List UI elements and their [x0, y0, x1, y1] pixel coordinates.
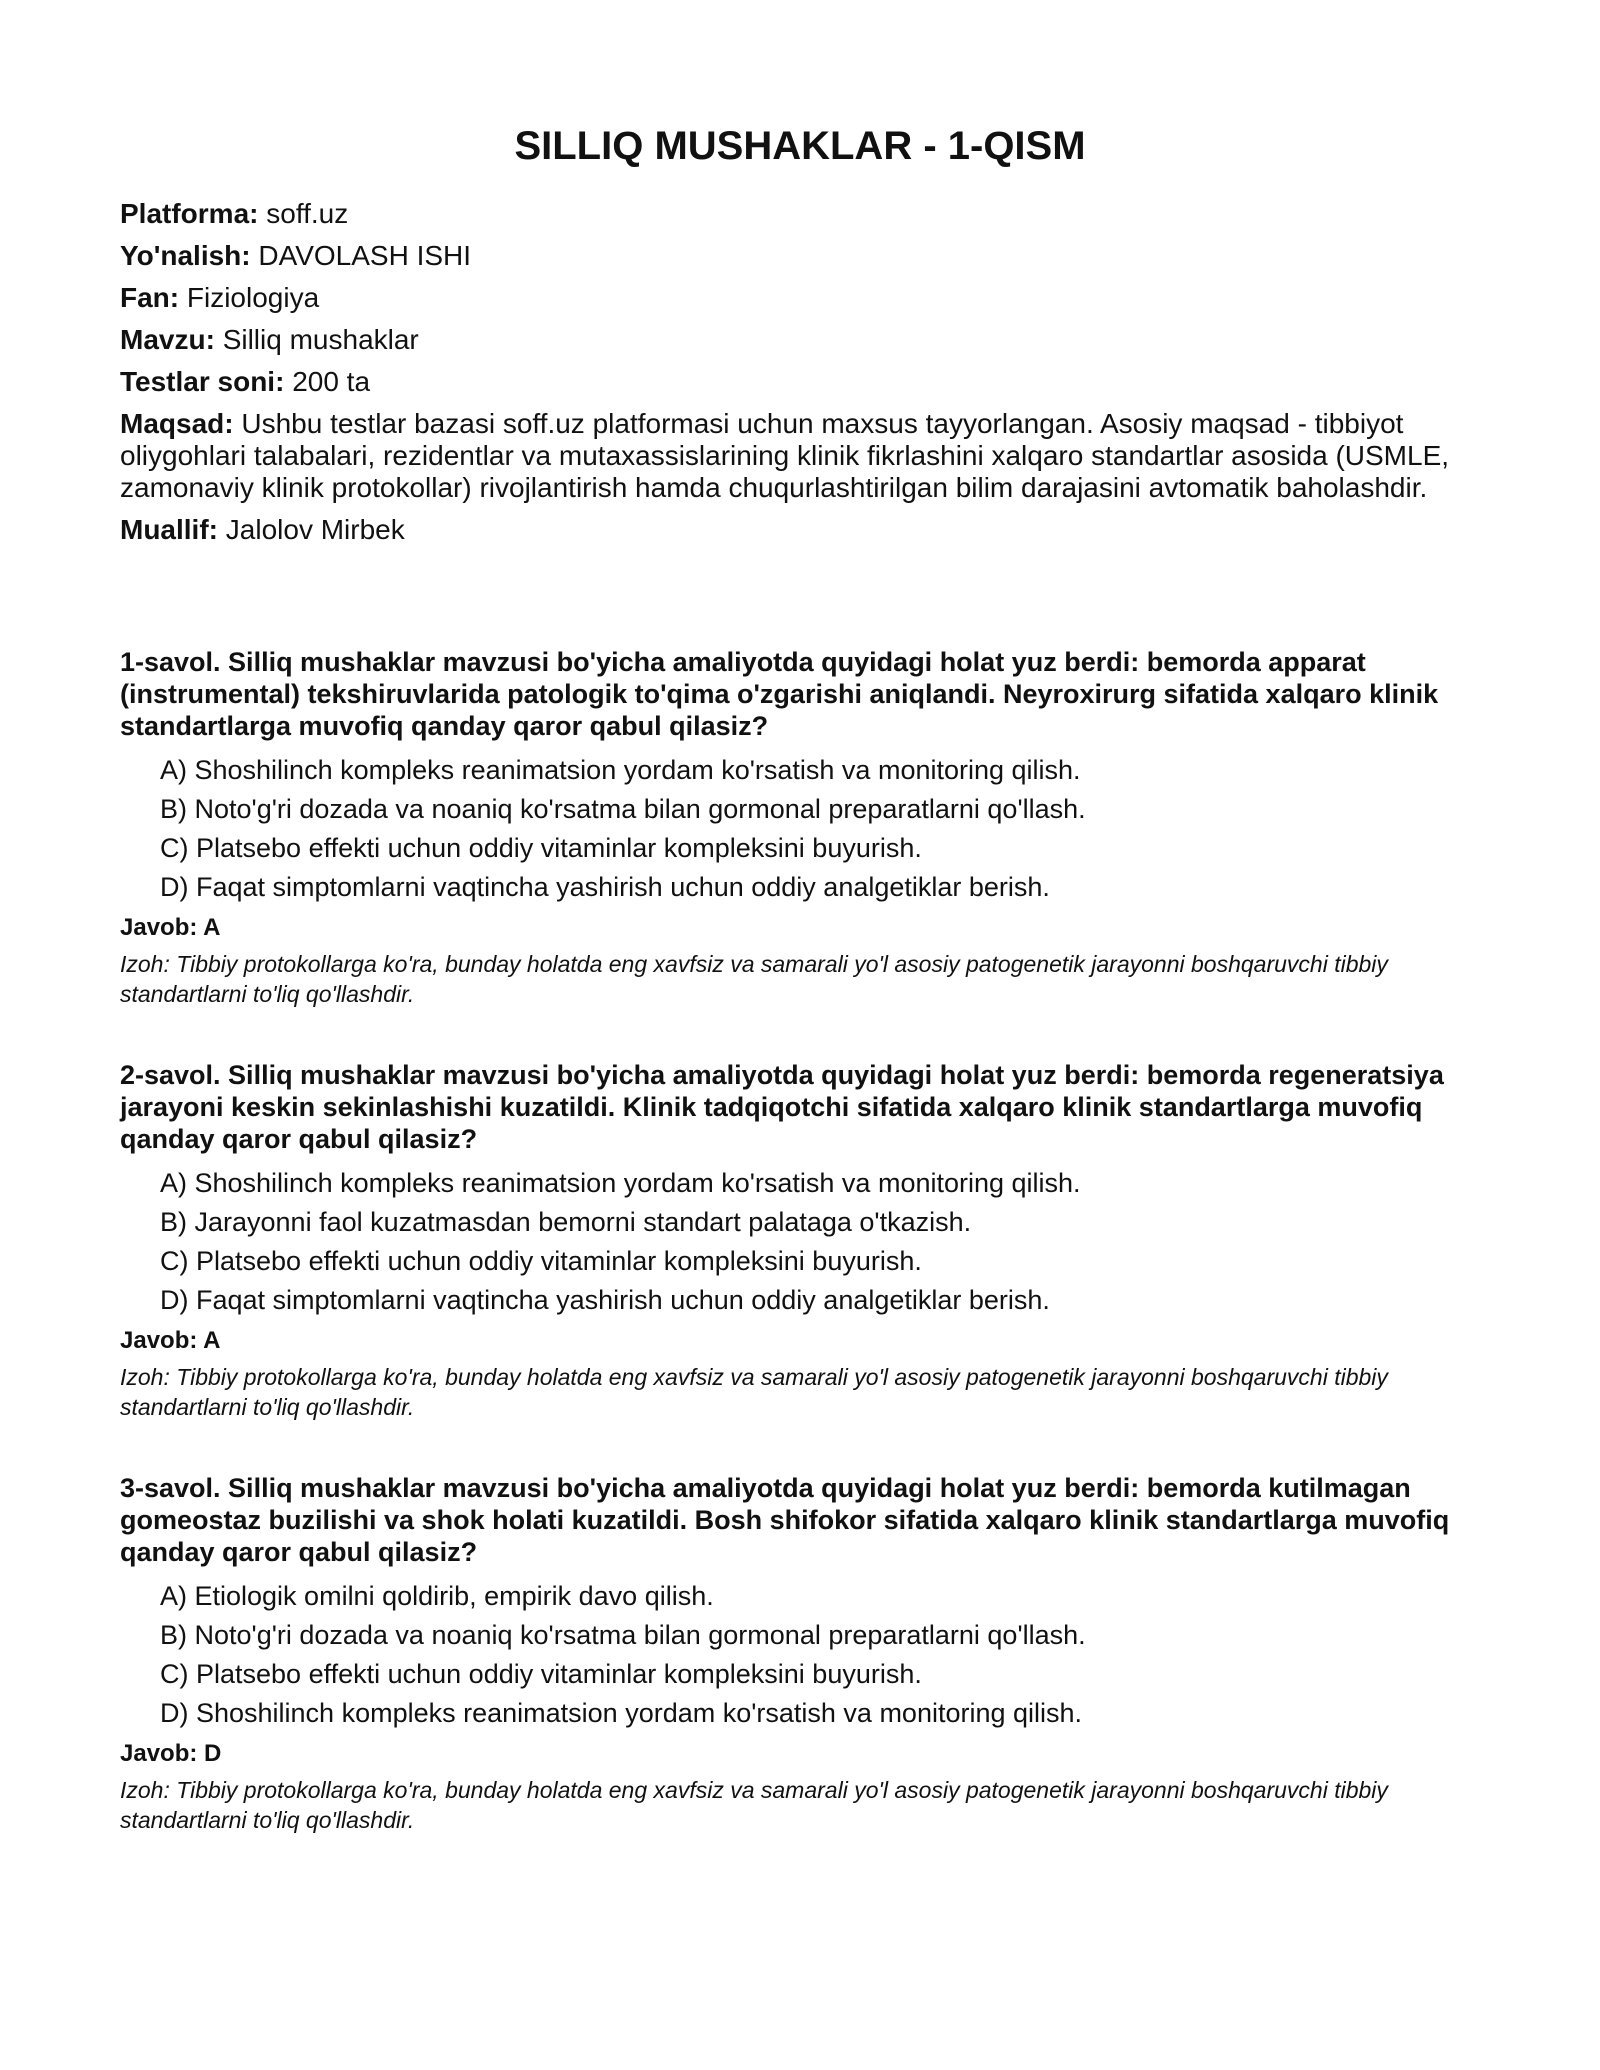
- option-d: D) Faqat simptomlarni vaqtincha yashirish uchun oddiy analgetiklar berish.: [160, 872, 1050, 902]
- option-list: [120, 1167, 1480, 1316]
- meta-purpose: [120, 408, 1480, 504]
- meta-value: Silliq mushaklar: [222, 324, 419, 355]
- answer-label: Javob: A: [120, 1327, 221, 1354]
- meta-value: Jalolov Mirbek: [225, 514, 405, 545]
- meta-value: Fiziologiya: [186, 282, 320, 313]
- meta-subject: [120, 282, 1480, 314]
- answer-label: Javob: A: [120, 914, 221, 941]
- option-b: B) Noto'g'ri dozada va noaniq ko'rsatma bilan gormonal preparatlarni qo'llash.: [160, 794, 1086, 824]
- meta-label: Testlar soni:: [120, 366, 285, 397]
- option-c: C) Platsebo effekti uchun oddiy vitaminlar kompleksini buyurish.: [160, 1659, 922, 1689]
- meta-value: 200 ta: [292, 366, 371, 397]
- section-spacer: [120, 556, 1480, 646]
- question-text: 2-savol. Silliq mushaklar mavzusi bo'yicha amaliyotda quyidagi holat yuz berdi: bemorda regeneratsiya jarayoni keskin sekinlashishi kuzatildi. Klinik tadqiqotchi sifatida xalqaro klinik standartlarga muvofiq qanday qaror qabul qilasiz?: [120, 1060, 1444, 1154]
- explanation-note: Izoh: Tibbiy protokollarga ko'ra, bunday holatda eng xavfsiz va samarali yo'l asosiy patogenetik jarayonni boshqaruvchi tibbiy standartlarni to'liq qo'llashdir.: [120, 1364, 1388, 1420]
- meta-value: soff.uz: [266, 198, 349, 229]
- meta-label: Platforma:: [120, 198, 259, 229]
- meta-value: Ushbu testlar bazasi soff.uz platformasi uchun maxsus tayyorlangan. Asosiy maqsad - tibbiyot oliygohlari talabalari, rezidentlar va mutaxassislarining klinik fikrlashini xalqaro standartlar asosida (USMLE, zamonaviy klinik protokollar) rivojlantirish hamda chuqurlashtirilgan bilim darajasini avtomatik baholashdir.: [120, 408, 1450, 503]
- option-list: [120, 1580, 1480, 1729]
- explanation-note: Izoh: Tibbiy protokollarga ko'ra, bunday holatda eng xavfsiz va samarali yo'l asosiy patogenetik jarayonni boshqaruvchi tibbiy standartlarni to'liq qo'llashdir.: [120, 1777, 1388, 1833]
- question-2: [120, 1059, 1480, 1422]
- option-c: C) Platsebo effekti uchun oddiy vitaminlar kompleksini buyurish.: [160, 833, 922, 863]
- option-list: [120, 754, 1480, 903]
- option-a: A) Shoshilinch kompleks reanimatsion yordam ko'rsatish va monitoring qilish.: [160, 1168, 1081, 1198]
- document-title: SILLIQ MUSHAKLAR - 1-QISM: [514, 124, 1086, 168]
- meta-platform: [120, 198, 1480, 230]
- option-d: D) Faqat simptomlarni vaqtincha yashirish uchun oddiy analgetiklar berish.: [160, 1285, 1050, 1315]
- option-a: A) Etiologik omilni qoldirib, empirik davo qilish.: [160, 1581, 714, 1611]
- explanation-note: Izoh: Tibbiy protokollarga ko'ra, bunday holatda eng xavfsiz va samarali yo'l asosiy patogenetik jarayonni boshqaruvchi tibbiy standartlarni to'liq qo'llashdir.: [120, 951, 1388, 1007]
- meta-test-count: [120, 366, 1480, 398]
- option-a: A) Shoshilinch kompleks reanimatsion yordam ko'rsatish va monitoring qilish.: [160, 755, 1081, 785]
- meta-label: Fan:: [120, 282, 180, 313]
- document-page: [120, 118, 1480, 1885]
- question-text: 3-savol. Silliq mushaklar mavzusi bo'yicha amaliyotda quyidagi holat yuz berdi: bemorda kutilmagan gomeostaz buzilishi va shok holati kuzatildi. Bosh shifokor sifatida xalqaro klinik standartlarga muvofiq qanday qaror qabul qilasiz?: [120, 1473, 1450, 1567]
- question-3: [120, 1472, 1480, 1835]
- meta-topic: [120, 324, 1480, 356]
- metadata-section: [120, 198, 1480, 546]
- option-d: D) Shoshilinch kompleks reanimatsion yordam ko'rsatish va monitoring qilish.: [160, 1698, 1083, 1728]
- meta-value: DAVOLASH ISHI: [258, 240, 472, 271]
- meta-label: Muallif:: [120, 514, 218, 545]
- question-text: 1-savol. Silliq mushaklar mavzusi bo'yicha amaliyotda quyidagi holat yuz berdi: bemorda apparat (instrumental) tekshiruvlarida patologik to'qima o'zgarishi aniqlandi. Neyroxirurg sifatida xalqaro klinik standartlarga muvofiq qanday qaror qabul qilasiz?: [120, 647, 1439, 741]
- question-1: [120, 646, 1480, 1009]
- meta-direction: [120, 240, 1480, 272]
- option-b: B) Jarayonni faol kuzatmasdan bemorni standart palataga o'tkazish.: [160, 1207, 972, 1237]
- answer-label: Javob: D: [120, 1740, 222, 1767]
- meta-label: Mavzu:: [120, 324, 215, 355]
- meta-author: [120, 514, 1480, 546]
- meta-label: Maqsad:: [120, 408, 234, 439]
- option-c: C) Platsebo effekti uchun oddiy vitaminlar kompleksini buyurish.: [160, 1246, 922, 1276]
- option-b: B) Noto'g'ri dozada va noaniq ko'rsatma bilan gormonal preparatlarni qo'llash.: [160, 1620, 1086, 1650]
- meta-label: Yo'nalish:: [120, 240, 251, 271]
